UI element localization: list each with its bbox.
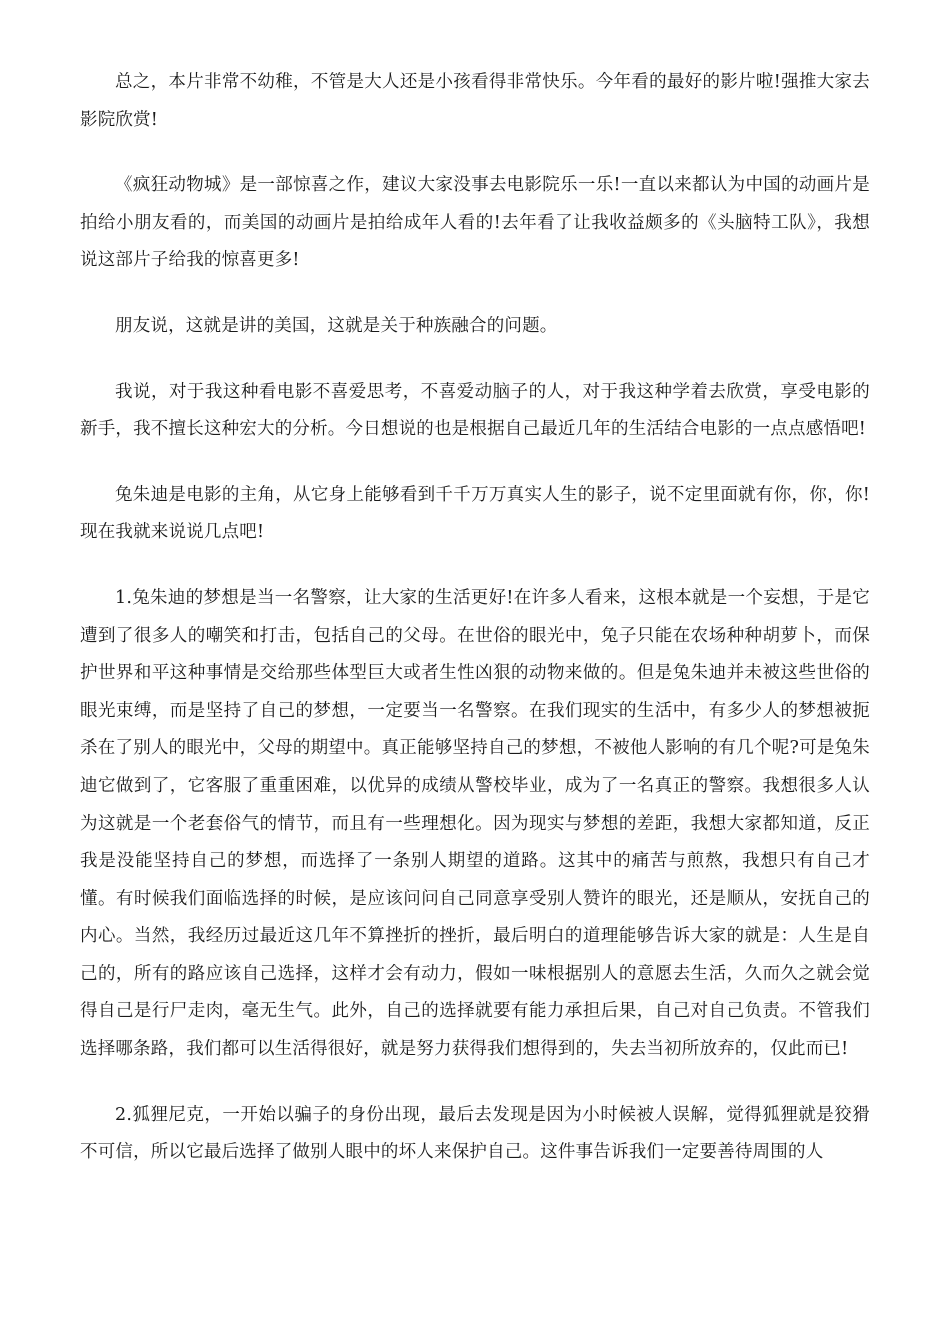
paragraph-point-1: 1.兔朱迪的梦想是当一名警察，让大家的生活更好!在许多人看来，这根本就是一个妄想，于是它遭到了很多人的嘲笑和打击，包括自己的父母。在世俗的眼光中，兔子只能在农场种种胡萝卜，而保护世界和平这种事情是交给那些体型巨大或者生性凶狠的动物来做的。但是兔朱迪并未被这些世俗的眼光束缚，而是坚持了自己的梦想，一定要当一名警察。在我们现实的生活中，有多少人的梦想被扼杀在了别人的眼光中，父母的期望中。真正能够坚持自己的梦想，不被他人影响的有几个呢?可是兔朱迪它做到了，它客服了重重困难，以优异的成绩从警校毕业，成为了一名真正的警察。我想很多人认为这就是一个老套俗气的情节，而且有一些理想化。因为现实与梦想的差距，我想大家都知道，反正我是没能坚持自己的梦想，而选择了一条别人期望的道路。这其中的痛苦与煎熬，我想只有自己才懂。有时候我们面临选择的时候，是应该问问自己同意享受别人赞许的眼光，还是顺从，安抚自己的内心。当然，我经历过最近这几年不算挫折的挫折，最后明白的道理能够告诉大家的就是：人生是自己的，所有的路应该自己选择，这样才会有动力，假如一味根据别人的意愿去生活，久而久之就会觉得自己是行尸走肉，毫无生气。此外，自己的选择就要有能力承担后果，自己对自己负责。不管我们选择哪条路，我们都可以生活得很好，就是努力获得我们想得到的，失去当初所放弃的，仅此而已! [80,587,870,1060]
paragraph-friend-comment: 朋友说，这就是讲的美国，这就是关于种族融合的问题。 [115,315,558,336]
document-page [80,64,870,1200]
paragraph-summary: 总之，本片非常不幼稚，不管是大人还是小孩看得非常快乐。今年看的最好的影片啦!强推大家去影院欣赏! [80,72,870,130]
paragraph-point-2: 2.狐狸尼克，一开始以骗子的身份出现，最后去发现是因为小时候被人误解，觉得狐狸就是狡猾不可信，所以它最后选择了做别人眼中的坏人来保护自己。这件事告诉我们一定要善待周围的人 [80,1104,870,1163]
paragraph-zootopia-intro: 《疯狂动物城》是一部惊喜之作，建议大家没事去电影院乐一乐!一直以来都认为中国的动画片是拍给小朋友看的，而美国的动画片是拍给成年人看的!去年看了让我收益颇多的《头脑特工队》，我想说这部片子给我的惊喜更多! [80,175,870,271]
paragraph-my-view: 我说，对于我这种看电影不喜爱思考，不喜爱动脑子的人，对于我这种学着去欣赏，享受电影的新手，我不擅长这种宏大的分析。今日想说的也是根据自己最近几年的生活结合电影的一点点感悟吧! [80,381,870,440]
paragraph-judy-intro: 兔朱迪是电影的主角，从它身上能够看到千千万万真实人生的影子，说不定里面就有你，你，你!现在我就来说说几点吧! [80,484,870,543]
